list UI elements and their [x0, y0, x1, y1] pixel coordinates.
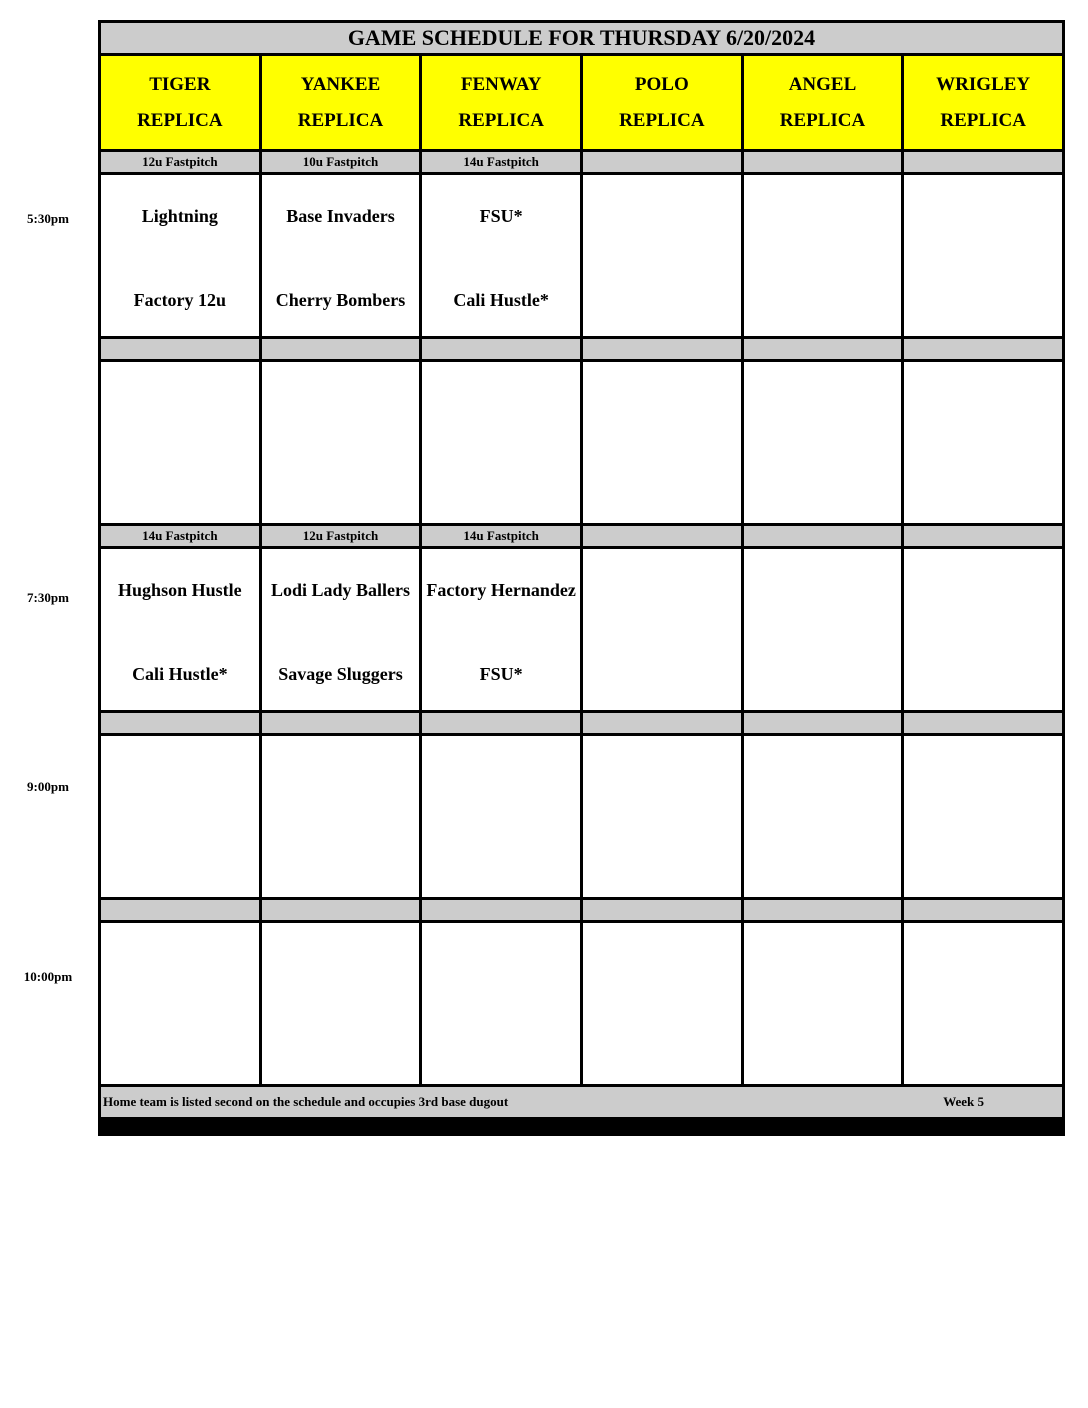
division-label [422, 713, 580, 733]
week-label: Week 5 [943, 1094, 984, 1109]
home-team: FSU* [479, 664, 523, 684]
division-label [262, 900, 420, 920]
field-sub: REPLICA [619, 109, 705, 131]
division-label [744, 339, 902, 359]
field-header-polo [583, 56, 741, 149]
field-header-fenway [422, 56, 580, 149]
division-label [101, 339, 259, 359]
game-cell [101, 736, 259, 897]
schedule-footer [101, 1087, 1062, 1117]
division-label [744, 152, 902, 172]
game-cell [744, 362, 902, 523]
game-cell [904, 175, 1062, 336]
division-label [744, 526, 902, 546]
division-label [101, 900, 259, 920]
division-label [262, 339, 420, 359]
division-label [583, 152, 741, 172]
away-team: Lightning [141, 206, 218, 226]
division-label: 12u Fastpitch [101, 152, 259, 172]
field-header-angel [744, 56, 902, 149]
game-cell [262, 923, 420, 1084]
game-cell [262, 175, 420, 336]
game-cell [583, 736, 741, 897]
field-header-wrigley [904, 56, 1062, 149]
game-cell [101, 175, 259, 336]
field-sub: REPLICA [137, 109, 223, 131]
home-team: Savage Sluggers [278, 664, 403, 684]
division-label [101, 713, 259, 733]
time-column [0, 0, 96, 1140]
game-cell [101, 549, 259, 710]
division-label [583, 526, 741, 546]
home-team: Cali Hustle* [132, 664, 228, 684]
away-team: Lodi Lady Ballers [270, 580, 410, 600]
time-label-730: 7:30pm [27, 590, 69, 605]
division-label [262, 713, 420, 733]
division-label [904, 713, 1062, 733]
game-cell [262, 549, 420, 710]
division-label [583, 900, 741, 920]
division-label [583, 713, 741, 733]
game-cell [904, 549, 1062, 710]
division-label [744, 713, 902, 733]
game-cell [101, 362, 259, 523]
game-cell [422, 736, 580, 897]
field-name: POLO [634, 73, 689, 95]
game-cell [744, 736, 902, 897]
away-team: FSU* [479, 206, 523, 226]
away-team: Hughson Hustle [118, 580, 242, 600]
division-label [904, 900, 1062, 920]
division-label [904, 152, 1062, 172]
division-label [422, 339, 580, 359]
game-cell [583, 362, 741, 523]
home-team: Cherry Bombers [275, 290, 406, 310]
field-name: WRIGLEY [936, 73, 1031, 95]
game-cell [422, 923, 580, 1084]
division-label [422, 900, 580, 920]
division-label: 14u Fastpitch [101, 526, 259, 546]
division-label: 14u Fastpitch [422, 152, 580, 172]
field-name: TIGER [149, 73, 211, 95]
away-team: Base Invaders [286, 206, 395, 226]
field-name: ANGEL [788, 73, 857, 95]
game-cell [904, 736, 1062, 897]
division-label: 14u Fastpitch [422, 526, 580, 546]
game-cell [422, 362, 580, 523]
field-sub: REPLICA [779, 109, 866, 131]
division-label [904, 526, 1062, 546]
division-label [904, 339, 1062, 359]
away-team: Factory Hernandez [426, 580, 576, 600]
game-cell [744, 175, 902, 336]
division-label: 10u Fastpitch [262, 152, 420, 172]
division-label [583, 339, 741, 359]
game-cell [904, 362, 1062, 523]
game-cell [583, 175, 741, 336]
game-cell [101, 923, 259, 1084]
home-team-note: Home team is listed second on the schedule and occupies 3rd base dugout [103, 1094, 509, 1109]
game-cell [583, 923, 741, 1084]
game-cell [262, 736, 420, 897]
field-header-tiger [101, 56, 259, 149]
home-team: Cali Hustle* [453, 290, 549, 310]
game-cell [904, 923, 1062, 1084]
division-label: 12u Fastpitch [262, 526, 420, 546]
home-team: Factory 12u [133, 290, 227, 310]
time-label-530: 5:30pm [27, 211, 69, 226]
time-label-900: 9:00pm [27, 779, 69, 794]
game-cell [262, 362, 420, 523]
game-cell [744, 923, 902, 1084]
field-sub: REPLICA [297, 109, 384, 131]
game-cell [744, 549, 902, 710]
schedule-table [98, 20, 1065, 1136]
game-cell [422, 175, 580, 336]
field-name: YANKEE [300, 73, 381, 95]
field-name: FENWAY [460, 73, 542, 95]
time-label-1000: 10:00pm [23, 969, 73, 984]
game-cell [583, 549, 741, 710]
field-sub: REPLICA [940, 109, 1026, 131]
game-cell [422, 549, 580, 710]
field-header-yankee [262, 56, 420, 149]
field-sub: REPLICA [458, 109, 544, 131]
schedule-title: GAME SCHEDULE FOR THURSDAY 6/20/2024 [101, 23, 1062, 53]
division-label [744, 900, 902, 920]
